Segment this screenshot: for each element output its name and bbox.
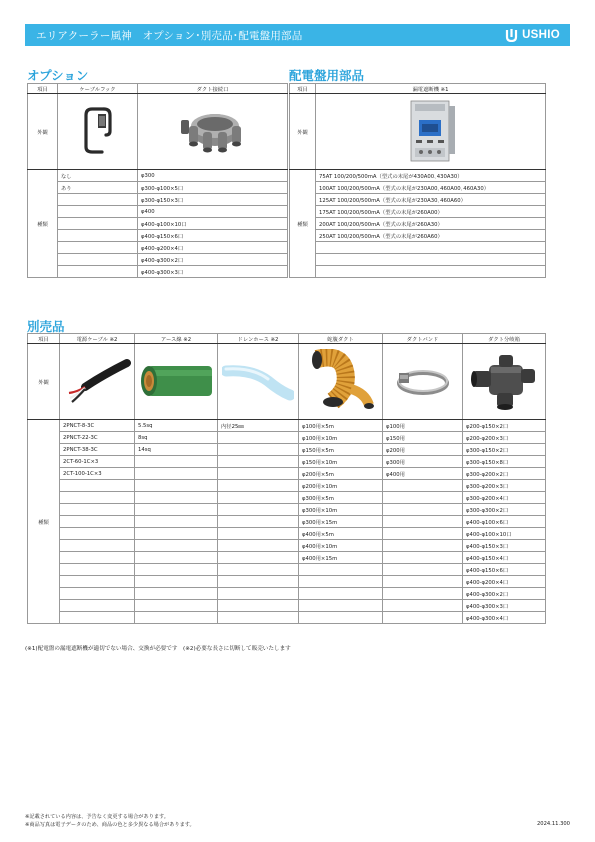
acc-power-cable-value bbox=[60, 564, 135, 576]
issue-date: 2024.11.300 bbox=[536, 821, 570, 827]
panel-types-label: 種類 bbox=[290, 170, 316, 278]
acc-flex-duct-value bbox=[299, 612, 383, 624]
disclaimer-line-1: ※記載されている内容は、予告なく変更する場合があります。 bbox=[25, 814, 169, 820]
options-port-value: φ400‐φ100×10口 bbox=[138, 218, 288, 230]
options-row bbox=[28, 266, 288, 278]
acc-ground-wire-value: 5.5sq bbox=[135, 420, 218, 432]
options-hook-value: なし bbox=[58, 170, 138, 182]
acc-flex-duct-value: φ400用×10m bbox=[299, 540, 383, 552]
options-hook-value bbox=[58, 194, 138, 206]
acc-duct-band-value: φ100用 bbox=[383, 420, 463, 432]
acc-drain-hose-value bbox=[218, 540, 299, 552]
acc-flex-duct-value: φ400用×5m bbox=[299, 528, 383, 540]
acc-header-duct-band: ダクトバンド bbox=[383, 334, 463, 344]
acc-flex-duct-value: φ400用×15m bbox=[299, 552, 383, 564]
acc-flex-duct-value: φ100用×5m bbox=[299, 420, 383, 432]
footnote-line: (※1)配電盤の漏電遮断機が適切でない場合、交換が必要です (※2)必要な長さに切断して販売いたします bbox=[25, 646, 291, 652]
flex-duct-icon bbox=[307, 349, 375, 413]
acc-branch-box-value: φ400‐φ150×3口 bbox=[463, 540, 546, 552]
options-row bbox=[28, 206, 288, 218]
acc-drain-hose-value bbox=[218, 468, 299, 480]
acc-duct-band-value: φ150用 bbox=[383, 432, 463, 444]
accessories-row bbox=[28, 456, 546, 468]
acc-branch-box-value: φ300‐φ200×2口 bbox=[463, 468, 546, 480]
acc-header-power-cable: 電源ケーブル ※2 bbox=[60, 334, 135, 344]
duct-band-icon bbox=[391, 361, 455, 401]
acc-duct-band-value: φ200用 bbox=[383, 444, 463, 456]
options-appearance-label: 外観 bbox=[28, 94, 58, 170]
acc-ground-wire-value bbox=[135, 576, 218, 588]
acc-flex-duct-value bbox=[299, 564, 383, 576]
acc-branch-box-value: φ200‐φ200×3口 bbox=[463, 432, 546, 444]
acc-branch-box-value: φ300‐φ200×4口 bbox=[463, 492, 546, 504]
options-row bbox=[28, 170, 288, 182]
accessories-row bbox=[28, 588, 546, 600]
acc-duct-band-value bbox=[383, 564, 463, 576]
options-row bbox=[28, 254, 288, 266]
panel-row bbox=[290, 254, 546, 266]
acc-duct-band-value bbox=[383, 516, 463, 528]
page-title: エリアクーラー風神 オプション･別売品･配電盤用部品 bbox=[36, 30, 303, 42]
panel-breaker-value: 250AT 100/200/500mA（型式の末尾が260A60） bbox=[316, 230, 546, 242]
options-header-cable-hook: ケーブルフック bbox=[58, 84, 138, 94]
acc-branch-box-value: φ300‐φ150×8口 bbox=[463, 456, 546, 468]
duct-port-icon bbox=[177, 102, 249, 160]
options-header-item: 項目 bbox=[28, 84, 58, 94]
acc-ground-wire-value bbox=[135, 504, 218, 516]
acc-ground-wire-value: 14sq bbox=[135, 444, 218, 456]
acc-ground-wire-value: 8sq bbox=[135, 432, 218, 444]
acc-power-cable-value: 2CT-100-1C×3 bbox=[60, 468, 135, 480]
acc-ground-wire-value bbox=[135, 456, 218, 468]
accessories-row bbox=[28, 480, 546, 492]
power-cable-image bbox=[60, 344, 135, 420]
panel-header-breaker: 漏電遮断機 ※1 bbox=[316, 84, 546, 94]
panel-row bbox=[290, 182, 546, 194]
panel-row bbox=[290, 194, 546, 206]
panel-breaker-value: 125AT 100/200/500mA（型式の末尾が230A30､460A60） bbox=[316, 194, 546, 206]
acc-branch-box-value: φ400‐φ200×4口 bbox=[463, 576, 546, 588]
options-hook-value bbox=[58, 242, 138, 254]
breaker-image bbox=[316, 94, 546, 170]
options-row bbox=[28, 230, 288, 242]
acc-drain-hose-value bbox=[218, 528, 299, 540]
disclaimer-line-2: ※商品写真は電子データのため、商品の色と多少異なる場合があります。 bbox=[25, 822, 195, 829]
panel-breaker-value: 175AT 100/200/500mA（型式の末尾が260A00） bbox=[316, 206, 546, 218]
ground-wire-image bbox=[135, 344, 218, 420]
panel-row bbox=[290, 242, 546, 254]
acc-duct-band-value bbox=[383, 552, 463, 564]
acc-drain-hose-value bbox=[218, 480, 299, 492]
acc-branch-box-value: φ400‐φ100×6口 bbox=[463, 516, 546, 528]
acc-flex-duct-value: φ300用×10m bbox=[299, 504, 383, 516]
accessories-row bbox=[28, 420, 546, 432]
options-port-value: φ400‐φ150×6口 bbox=[138, 230, 288, 242]
panel-breaker-value: 100AT 100/200/500mA（型式の末尾が230A00､460A00､460A30） bbox=[316, 182, 546, 194]
panel-row bbox=[290, 170, 546, 182]
acc-drain-hose-value bbox=[218, 492, 299, 504]
acc-branch-box-value: φ400‐φ150×6口 bbox=[463, 564, 546, 576]
acc-power-cable-value bbox=[60, 516, 135, 528]
acc-power-cable-value bbox=[60, 612, 135, 624]
acc-duct-band-value bbox=[383, 600, 463, 612]
acc-drain-hose-value bbox=[218, 504, 299, 516]
acc-power-cable-value bbox=[60, 528, 135, 540]
drain-hose-icon bbox=[222, 361, 294, 401]
acc-drain-hose-value bbox=[218, 564, 299, 576]
acc-duct-band-value: φ300用 bbox=[383, 456, 463, 468]
acc-ground-wire-value bbox=[135, 588, 218, 600]
options-title: オプション bbox=[27, 68, 89, 83]
acc-ground-wire-value bbox=[135, 612, 218, 624]
acc-drain-hose-value bbox=[218, 444, 299, 456]
acc-branch-box-value: φ200‐φ150×2口 bbox=[463, 420, 546, 432]
acc-ground-wire-value bbox=[135, 600, 218, 612]
acc-flex-duct-value: φ300用×5m bbox=[299, 492, 383, 504]
options-row bbox=[28, 194, 288, 206]
acc-ground-wire-value bbox=[135, 540, 218, 552]
acc-power-cable-value bbox=[60, 540, 135, 552]
accessories-row bbox=[28, 564, 546, 576]
options-row bbox=[28, 182, 288, 194]
acc-duct-band-value bbox=[383, 588, 463, 600]
options-port-value: φ300 bbox=[138, 170, 288, 182]
acc-branch-box-value: φ400‐φ100×10口 bbox=[463, 528, 546, 540]
accessories-row bbox=[28, 468, 546, 480]
acc-drain-hose-value bbox=[218, 456, 299, 468]
panel-header-item: 項目 bbox=[290, 84, 316, 94]
acc-drain-hose-value bbox=[218, 588, 299, 600]
acc-header-flex-duct: 蛇腹ダクト bbox=[299, 334, 383, 344]
acc-ground-wire-value bbox=[135, 468, 218, 480]
options-hook-value: あり bbox=[58, 182, 138, 194]
acc-branch-box-value: φ300‐φ150×2口 bbox=[463, 444, 546, 456]
acc-drain-hose-value bbox=[218, 576, 299, 588]
acc-ground-wire-value bbox=[135, 552, 218, 564]
accessories-row bbox=[28, 504, 546, 516]
acc-flex-duct-value: φ100用×10m bbox=[299, 432, 383, 444]
accessories-row bbox=[28, 540, 546, 552]
acc-power-cable-value: 2CT-60-1C×3 bbox=[60, 456, 135, 468]
options-header-duct-port: ダクト接続口 bbox=[138, 84, 288, 94]
acc-ground-wire-value bbox=[135, 564, 218, 576]
acc-flex-duct-value: φ200用×10m bbox=[299, 480, 383, 492]
acc-flex-duct-value bbox=[299, 600, 383, 612]
panel-breaker-value bbox=[316, 266, 546, 278]
accessories-row bbox=[28, 516, 546, 528]
acc-duct-band-value bbox=[383, 576, 463, 588]
acc-power-cable-value bbox=[60, 600, 135, 612]
options-hook-value bbox=[58, 266, 138, 278]
options-row bbox=[28, 218, 288, 230]
duct-band-image bbox=[383, 344, 463, 420]
acc-ground-wire-value bbox=[135, 492, 218, 504]
acc-header-duct-branch-box: ダクト分岐箱 bbox=[463, 334, 546, 344]
acc-branch-box-value: φ300‐φ300×2口 bbox=[463, 504, 546, 516]
acc-flex-duct-value: φ300用×15m bbox=[299, 516, 383, 528]
ushio-logo-mark-icon bbox=[505, 29, 518, 42]
options-port-value: φ400‐φ300×3口 bbox=[138, 266, 288, 278]
acc-power-cable-value bbox=[60, 576, 135, 588]
acc-appearance-label: 外観 bbox=[28, 344, 60, 420]
accessories-row bbox=[28, 492, 546, 504]
acc-power-cable-value bbox=[60, 588, 135, 600]
acc-power-cable-value: 2PNCT-22-3C bbox=[60, 432, 135, 444]
options-types-label: 種類 bbox=[28, 170, 58, 278]
acc-duct-band-value bbox=[383, 612, 463, 624]
acc-duct-band-value bbox=[383, 540, 463, 552]
acc-flex-duct-value bbox=[299, 576, 383, 588]
acc-flex-duct-value bbox=[299, 588, 383, 600]
accessories-row bbox=[28, 528, 546, 540]
accessories-table bbox=[27, 333, 546, 624]
acc-power-cable-value bbox=[60, 552, 135, 564]
acc-flex-duct-value: φ200用×5m bbox=[299, 468, 383, 480]
accessories-row bbox=[28, 552, 546, 564]
acc-branch-box-value: φ400‐φ150×4口 bbox=[463, 552, 546, 564]
options-hook-value bbox=[58, 218, 138, 230]
acc-duct-band-value bbox=[383, 528, 463, 540]
options-port-value: φ300‐φ100×5口 bbox=[138, 182, 288, 194]
acc-ground-wire-value bbox=[135, 480, 218, 492]
accessories-row bbox=[28, 444, 546, 456]
acc-header-drain-hose: ドレンホース ※2 bbox=[218, 334, 299, 344]
panel-appearance-label: 外観 bbox=[290, 94, 316, 170]
acc-drain-hose-value bbox=[218, 552, 299, 564]
acc-duct-band-value bbox=[383, 504, 463, 516]
ushio-logo bbox=[505, 28, 560, 42]
options-port-value: φ400‐φ300×2口 bbox=[138, 254, 288, 266]
acc-drain-hose-value bbox=[218, 612, 299, 624]
accessories-title: 別売品 bbox=[27, 319, 65, 334]
drain-hose-image bbox=[218, 344, 299, 420]
panel-row bbox=[290, 218, 546, 230]
logo-text: USHIO bbox=[522, 29, 560, 41]
duct-branch-box-icon bbox=[469, 351, 539, 411]
acc-branch-box-value: φ400‐φ300×2口 bbox=[463, 588, 546, 600]
options-table bbox=[27, 83, 288, 278]
acc-flex-duct-value: φ150用×5m bbox=[299, 444, 383, 456]
panel-row bbox=[290, 230, 546, 242]
accessories-row bbox=[28, 600, 546, 612]
ground-wire-icon bbox=[138, 358, 214, 404]
options-hook-value bbox=[58, 206, 138, 218]
header-band bbox=[25, 24, 570, 46]
options-row bbox=[28, 242, 288, 254]
panel-parts-title: 配電盤用部品 bbox=[289, 68, 365, 83]
options-port-value: φ300‐φ150×3口 bbox=[138, 194, 288, 206]
options-port-value: φ400 bbox=[138, 206, 288, 218]
acc-drain-hose-value bbox=[218, 432, 299, 444]
accessories-row bbox=[28, 432, 546, 444]
acc-drain-hose-value bbox=[218, 600, 299, 612]
acc-ground-wire-value bbox=[135, 516, 218, 528]
flex-duct-image bbox=[299, 344, 383, 420]
panel-parts-table bbox=[289, 83, 546, 278]
accessories-row bbox=[28, 612, 546, 624]
acc-branch-box-value: φ300‐φ200×3口 bbox=[463, 480, 546, 492]
cable-hook-image bbox=[58, 94, 138, 170]
acc-drain-hose-value: 内径25㎜ bbox=[218, 420, 299, 432]
acc-header-item: 項目 bbox=[28, 334, 60, 344]
disclaimer bbox=[25, 813, 195, 829]
panel-breaker-value: 75AT 100/200/500mA（型式の末尾が430A00､430A30） bbox=[316, 170, 546, 182]
accessories-row bbox=[28, 576, 546, 588]
panel-breaker-value bbox=[316, 242, 546, 254]
duct-branch-box-image bbox=[463, 344, 546, 420]
acc-duct-band-value bbox=[383, 480, 463, 492]
acc-power-cable-value bbox=[60, 492, 135, 504]
panel-row bbox=[290, 206, 546, 218]
options-hook-value bbox=[58, 254, 138, 266]
acc-flex-duct-value: φ150用×10m bbox=[299, 456, 383, 468]
acc-duct-band-value bbox=[383, 492, 463, 504]
acc-branch-box-value: φ400‐φ300×3口 bbox=[463, 600, 546, 612]
acc-drain-hose-value bbox=[218, 516, 299, 528]
panel-row bbox=[290, 266, 546, 278]
duct-port-image bbox=[138, 94, 288, 170]
options-port-value: φ400‐φ200×4口 bbox=[138, 242, 288, 254]
acc-ground-wire-value bbox=[135, 528, 218, 540]
cable-hook-icon bbox=[78, 105, 118, 157]
panel-breaker-value bbox=[316, 254, 546, 266]
power-cable-icon bbox=[63, 357, 131, 405]
panel-breaker-value: 200AT 100/200/500mA（型式の末尾が260A30） bbox=[316, 218, 546, 230]
acc-header-ground-wire: アース線 ※2 bbox=[135, 334, 218, 344]
acc-power-cable-value bbox=[60, 480, 135, 492]
acc-duct-band-value: φ400用 bbox=[383, 468, 463, 480]
earth-leakage-breaker-icon bbox=[401, 98, 461, 164]
acc-branch-box-value: φ400‐φ300×4口 bbox=[463, 612, 546, 624]
acc-types-label: 種類 bbox=[28, 420, 60, 624]
acc-power-cable-value: 2PNCT-38-3C bbox=[60, 444, 135, 456]
acc-power-cable-value: 2PNCT-8-3C bbox=[60, 420, 135, 432]
options-hook-value bbox=[58, 230, 138, 242]
acc-power-cable-value bbox=[60, 504, 135, 516]
